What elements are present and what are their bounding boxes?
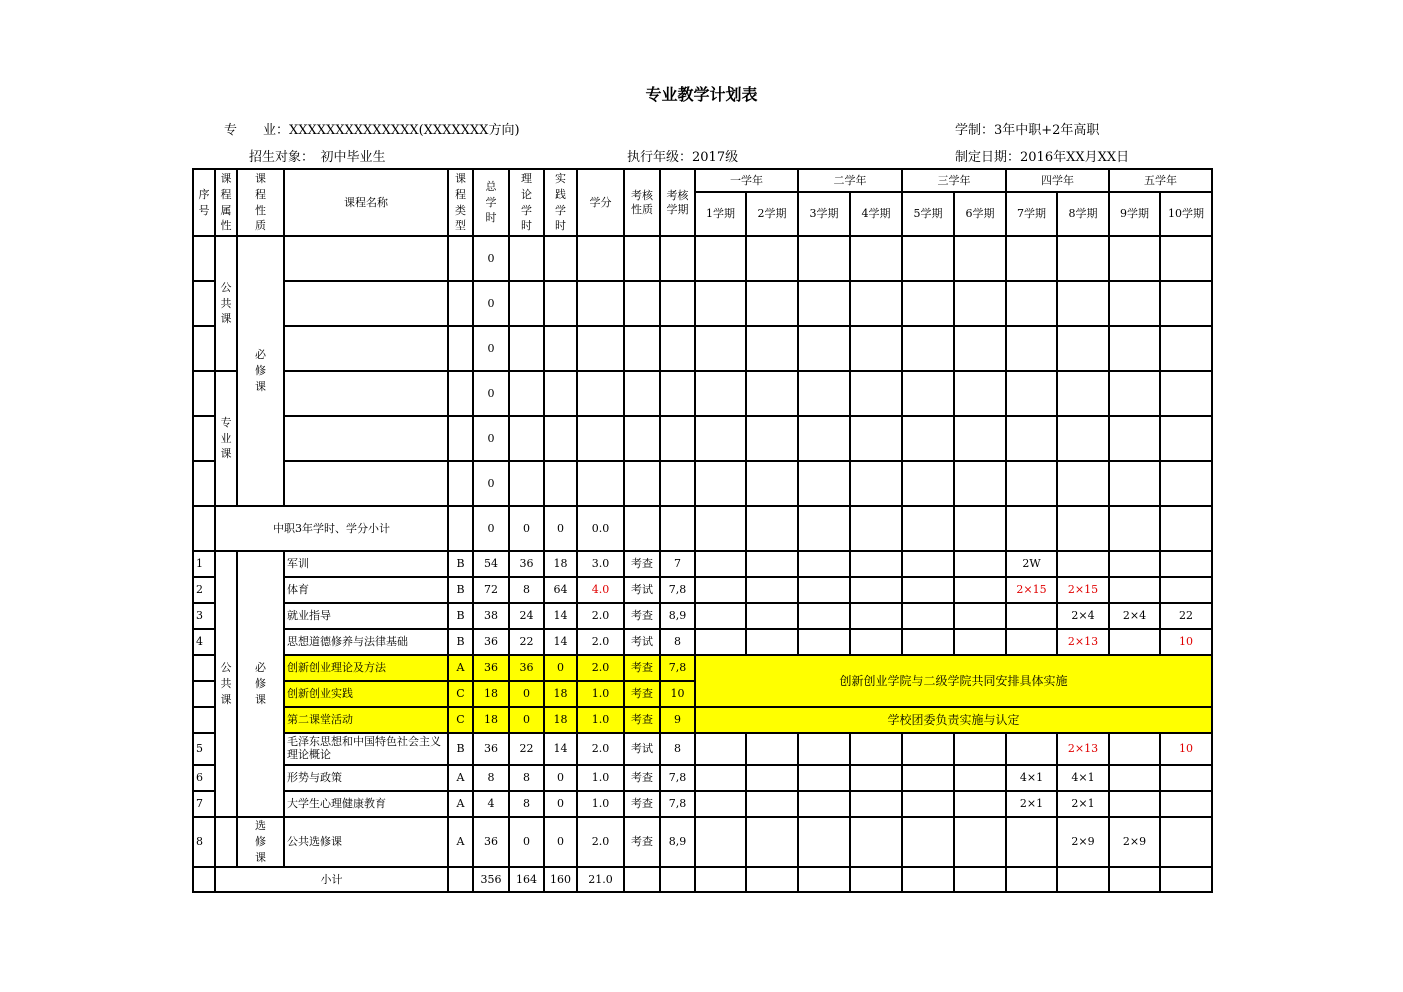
table-row (193, 551, 1212, 577)
credit-cell: 2.0 (577, 603, 624, 629)
t8-cell: 2×1 (1057, 791, 1109, 817)
header-term-6: 6学期 (954, 192, 1006, 236)
seq-cell: 2 (193, 577, 215, 603)
total-cell: 8 (473, 765, 509, 791)
t9-cell: 2×4 (1109, 603, 1160, 629)
header-nature: 课 程 性 质 (237, 169, 284, 236)
credit-cell: 2.0 (577, 655, 624, 681)
subtotal-total: 0 (473, 506, 509, 551)
total-cell: 72 (473, 577, 509, 603)
exam-cell: 考查 (624, 655, 660, 681)
theory-cell: 8 (509, 577, 544, 603)
exam-cell: 考试 (624, 577, 660, 603)
course-name: 公共选修课 (284, 817, 448, 867)
t9-cell (1109, 577, 1160, 603)
term-cell: 8,9 (660, 603, 695, 629)
t9-cell (1109, 791, 1160, 817)
nature-elective: 选 修 课 (237, 817, 284, 867)
type-cell: B (448, 603, 473, 629)
t7-cell: 2W (1006, 551, 1057, 577)
header-attr: 课 程 属 性 (215, 169, 237, 236)
header-term-3: 3学期 (798, 192, 850, 236)
header-year-4: 四学年 (1006, 169, 1109, 192)
type-cell: C (448, 681, 473, 707)
practice-cell: 0 (544, 791, 577, 817)
term-cell: 9 (660, 707, 695, 733)
t10-cell (1160, 577, 1212, 603)
header-theory: 理 论 学 时 (509, 169, 544, 236)
subtotal-credit: 21.0 (577, 867, 624, 892)
subtotal-practice: 160 (544, 867, 577, 892)
type-cell: A (448, 765, 473, 791)
table-row (193, 371, 1212, 416)
exam-cell: 考查 (624, 603, 660, 629)
credit-cell: 2.0 (577, 629, 624, 655)
t10-cell (1160, 791, 1212, 817)
practice-cell: 0 (544, 765, 577, 791)
attr-blank (215, 817, 237, 867)
t8-cell: 2×4 (1057, 603, 1109, 629)
header-total: 总 学 时 (473, 169, 509, 236)
t8-cell: 2×13 (1057, 733, 1109, 765)
yellow-note-league: 学校团委负责实施与认定 (695, 707, 1212, 733)
header-term-2: 2学期 (746, 192, 798, 236)
major-value: XXXXXXXXXXXXXX(XXXXXXX方向) (289, 123, 520, 138)
term-cell: 7,8 (660, 791, 695, 817)
attr-public-1: 公 共 课 (215, 236, 237, 371)
enroll-target: 招生对象： 初中毕业生 (249, 150, 386, 165)
t8-cell: 2×13 (1057, 629, 1109, 655)
total-cell: 36 (473, 655, 509, 681)
t10-cell (1160, 551, 1212, 577)
total-cell: 0 (473, 326, 509, 371)
practice-cell: 18 (544, 707, 577, 733)
credit-cell: 2.0 (577, 733, 624, 765)
header-year-1: 一学年 (695, 169, 798, 192)
subtotal-label: 小计 (215, 867, 448, 892)
seq-cell: 3 (193, 603, 215, 629)
exam-cell: 考查 (624, 551, 660, 577)
t7-cell: 2×15 (1006, 577, 1057, 603)
t9-cell: 2×9 (1109, 817, 1160, 867)
header-term-9: 9学期 (1109, 192, 1160, 236)
type-cell: A (448, 655, 473, 681)
theory-cell: 8 (509, 791, 544, 817)
t8-cell: 4×1 (1057, 765, 1109, 791)
table-row (193, 461, 1212, 506)
t7-cell (1006, 603, 1057, 629)
total-cell: 18 (473, 681, 509, 707)
header-course-name: 课程名称 (284, 169, 448, 236)
exam-cell: 考查 (624, 765, 660, 791)
term-cell: 8 (660, 733, 695, 765)
seq-cell: 1 (193, 551, 215, 577)
table-row (193, 765, 1212, 791)
credit-cell: 1.0 (577, 681, 624, 707)
type-cell: B (448, 577, 473, 603)
total-cell: 0 (473, 416, 509, 461)
made-date-value: 2016年XX月XX日 (1020, 150, 1130, 165)
total-cell: 36 (473, 733, 509, 765)
theory-cell: 36 (509, 551, 544, 577)
major-label: 专 业： (224, 123, 290, 138)
practice-cell: 0 (544, 655, 577, 681)
header-exam-type: 考核 性质 (624, 169, 660, 236)
header-term-7: 7学期 (1006, 192, 1057, 236)
subtotal-theory: 164 (509, 867, 544, 892)
t7-cell (1006, 629, 1057, 655)
attr-public-2: 公 共 课 (215, 551, 237, 817)
seq-cell: 5 (193, 733, 215, 765)
seq-cell: 4 (193, 629, 215, 655)
type-cell: A (448, 817, 473, 867)
exam-cell: 考查 (624, 681, 660, 707)
table-row (193, 326, 1212, 371)
header-seq: 序 号 (193, 169, 215, 236)
exam-cell: 考查 (624, 817, 660, 867)
t9-cell (1109, 765, 1160, 791)
total-cell: 36 (473, 817, 509, 867)
course-name: 形势与政策 (284, 765, 448, 791)
header-term-8: 8学期 (1057, 192, 1109, 236)
subtotal-practice: 0 (544, 506, 577, 551)
term-cell: 8,9 (660, 817, 695, 867)
attr-major: 专 业 课 (215, 371, 237, 506)
t10-cell (1160, 765, 1212, 791)
practice-cell: 14 (544, 733, 577, 765)
t7-cell: 2×1 (1006, 791, 1057, 817)
theory-cell: 8 (509, 765, 544, 791)
header-term-10: 10学期 (1160, 192, 1212, 236)
term-cell: 7 (660, 551, 695, 577)
t9-cell (1109, 629, 1160, 655)
header-term-4: 4学期 (850, 192, 902, 236)
subtotal-label: 中职3年学时、学分小计 (215, 506, 448, 551)
practice-cell: 14 (544, 629, 577, 655)
course-name: 创新创业理论及方法 (284, 655, 448, 681)
total-cell: 0 (473, 371, 509, 416)
header-year-3: 三学年 (902, 169, 1006, 192)
theory-cell: 22 (509, 629, 544, 655)
exam-cell: 考试 (624, 733, 660, 765)
teaching-plan-table (192, 168, 1213, 893)
practice-cell: 64 (544, 577, 577, 603)
t8-cell: 2×15 (1057, 577, 1109, 603)
page-title: 专业教学计划表 (645, 85, 758, 104)
t10-cell (1160, 817, 1212, 867)
credit-cell: 1.0 (577, 707, 624, 733)
t9-cell (1109, 733, 1160, 765)
total-cell: 0 (473, 461, 509, 506)
course-name: 思想道德修养与法律基础 (284, 629, 448, 655)
term-cell: 7,8 (660, 577, 695, 603)
total-cell: 0 (473, 236, 509, 281)
course-name: 体育 (284, 577, 448, 603)
theory-cell: 24 (509, 603, 544, 629)
table-row (193, 577, 1212, 603)
course-name: 就业指导 (284, 603, 448, 629)
credit-cell: 2.0 (577, 817, 624, 867)
credit-cell: 1.0 (577, 765, 624, 791)
t8-cell: 2×9 (1057, 817, 1109, 867)
t10-cell: 10 (1160, 629, 1212, 655)
exam-cell: 考试 (624, 629, 660, 655)
header-credit: 学分 (577, 169, 624, 236)
t8-cell (1057, 551, 1109, 577)
subtotal-total: 356 (473, 867, 509, 892)
course-name: 创新创业实践 (284, 681, 448, 707)
credit-cell: 3.0 (577, 551, 624, 577)
major-field (224, 119, 520, 138)
table-row (193, 733, 1212, 765)
table-row (193, 603, 1212, 629)
table-row (193, 236, 1212, 281)
seq-cell: 6 (193, 765, 215, 791)
seq-cell: 8 (193, 817, 215, 867)
theory-cell: 0 (509, 681, 544, 707)
type-cell: B (448, 551, 473, 577)
table-row (193, 655, 1212, 681)
practice-cell: 0 (544, 817, 577, 867)
total-cell: 38 (473, 603, 509, 629)
type-cell: C (448, 707, 473, 733)
theory-cell: 22 (509, 733, 544, 765)
term-cell: 7,8 (660, 765, 695, 791)
practice-cell: 14 (544, 603, 577, 629)
header-year-2: 二学年 (798, 169, 902, 192)
term-cell: 8 (660, 629, 695, 655)
total-cell: 4 (473, 791, 509, 817)
table-row (193, 281, 1212, 326)
table-row (193, 629, 1212, 655)
subtotal-row (193, 867, 1212, 892)
header-practice: 实 践 学 时 (544, 169, 577, 236)
header-term-1: 1学期 (695, 192, 746, 236)
table-row (193, 791, 1212, 817)
subtotal-theory: 0 (509, 506, 544, 551)
practice-cell: 18 (544, 551, 577, 577)
total-cell: 18 (473, 707, 509, 733)
total-cell: 0 (473, 281, 509, 326)
t10-cell: 22 (1160, 603, 1212, 629)
t10-cell: 10 (1160, 733, 1212, 765)
header-year-5: 五学年 (1109, 169, 1212, 192)
term-cell: 10 (660, 681, 695, 707)
header-term-5: 5学期 (902, 192, 954, 236)
total-cell: 54 (473, 551, 509, 577)
course-name: 大学生心理健康教育 (284, 791, 448, 817)
table-row (193, 416, 1212, 461)
nature-required-1: 必 修 课 (237, 236, 284, 506)
t7-cell: 4×1 (1006, 765, 1057, 791)
subtotal-credit: 0.0 (577, 506, 624, 551)
yellow-note-innovation: 创新创业学院与二级学院共同安排具体实施 (695, 655, 1212, 707)
type-cell: B (448, 629, 473, 655)
seq-cell: 7 (193, 791, 215, 817)
header-exam-term: 考核 学期 (660, 169, 695, 236)
theory-cell: 0 (509, 817, 544, 867)
t7-cell (1006, 817, 1057, 867)
made-date-label: 制定日期： (955, 150, 1021, 165)
exam-cell: 考查 (624, 791, 660, 817)
made-date (955, 146, 1129, 165)
course-name: 军训 (284, 551, 448, 577)
theory-cell: 36 (509, 655, 544, 681)
exec-grade: 执行年级：2017级 (627, 150, 739, 165)
nature-required-2: 必 修 课 (237, 551, 284, 817)
credit-cell: 1.0 (577, 791, 624, 817)
t7-cell (1006, 733, 1057, 765)
course-name: 第二课堂活动 (284, 707, 448, 733)
table-row (193, 707, 1212, 733)
course-name: 毛泽东思想和中国特色社会主义理论概论 (284, 733, 448, 765)
header-type: 课 程 类 型 (448, 169, 473, 236)
practice-cell: 18 (544, 681, 577, 707)
type-cell: A (448, 791, 473, 817)
school-system: 学制：3年中职+2年高职 (955, 123, 1100, 138)
table-row (193, 817, 1212, 867)
theory-cell: 0 (509, 707, 544, 733)
type-cell: B (448, 733, 473, 765)
exam-cell: 考查 (624, 707, 660, 733)
t9-cell (1109, 551, 1160, 577)
term-cell: 7,8 (660, 655, 695, 681)
subtotal-row (193, 506, 1212, 551)
credit-cell: 4.0 (577, 577, 624, 603)
total-cell: 36 (473, 629, 509, 655)
